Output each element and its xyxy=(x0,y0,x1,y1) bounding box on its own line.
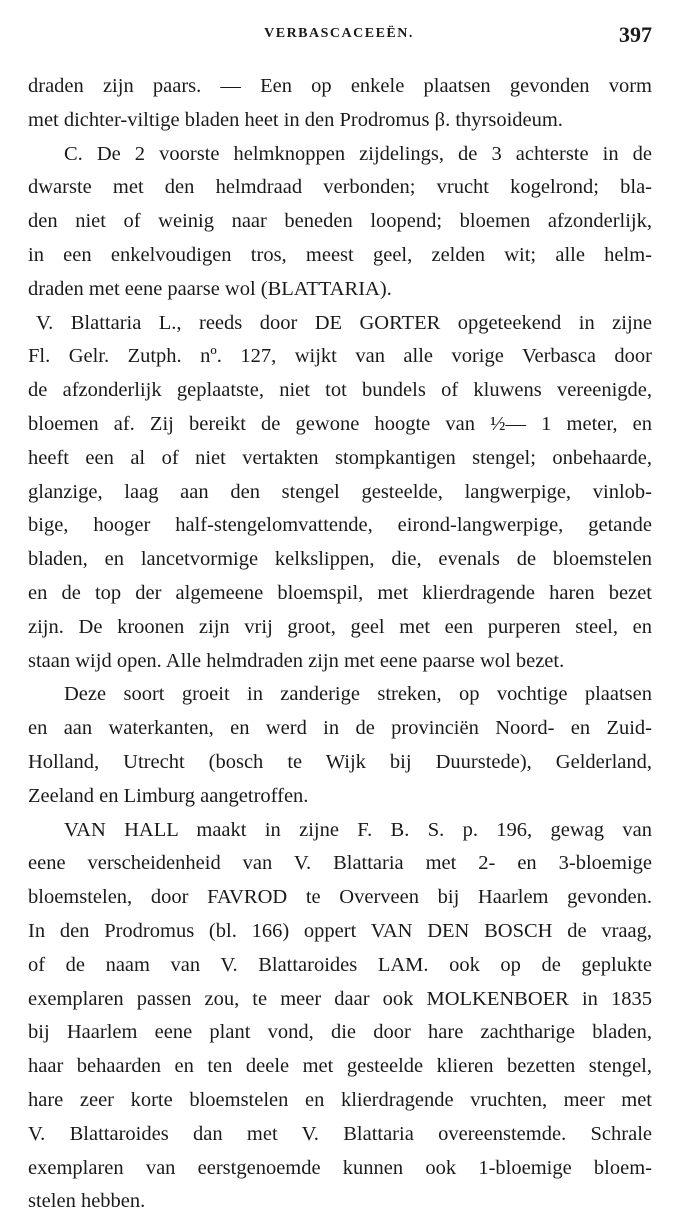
text-line: V. Blattaria L., reeds door DE GORTER opgeteekend in zijne xyxy=(36,311,652,334)
text-line: en de top der algemeene bloemspil, met klierdragende haren bezet xyxy=(28,581,652,604)
text-line: Deze soort groeit in zanderige streken, op vochtige plaatsen xyxy=(64,683,652,706)
text-line: zijn. De kroonen zijn vrij groot, geel met een purperen steel, en xyxy=(28,615,652,638)
text-line: stelen hebben. xyxy=(28,1190,146,1213)
text-line: haar behaarden en ten deele met gesteelde klieren bezetten stengel, xyxy=(28,1055,652,1078)
text-line: draden met eene paarse wol (BLATTARIA). xyxy=(28,277,392,300)
text-line: Holland, Utrecht (bosch te Wijk bij Duurstede), Gelderland, xyxy=(28,750,652,773)
text-line: VAN HALL maakt in zijne F. B. S. p. 196, gewag van xyxy=(64,818,652,841)
text-line: in een enkelvoudigen tros, meest geel, zelden wit; alle helm- xyxy=(28,243,652,266)
text-line: met dichter-viltige bladen heet in den Prodromus β. thyrsoideum. xyxy=(28,108,563,131)
text-line: Zeeland en Limburg aangetroffen. xyxy=(28,784,309,807)
text-line: In den Prodromus (bl. 166) oppert VAN DEN BOSCH de vraag, xyxy=(28,919,652,942)
text-line: den niet of weinig naar beneden loopend; bloemen afzonderlijk, xyxy=(28,210,652,233)
text-line: C. De 2 voorste helmknoppen zijdelings, de 3 achterste in de xyxy=(64,142,652,165)
page-number: 397 xyxy=(619,22,652,47)
text-line: bloemstelen, door FAVROD te Overveen bij Haarlem gevonden. xyxy=(28,886,652,909)
running-head xyxy=(0,22,678,50)
text-line: heeft een al of niet vertakten stompkantigen stengel; onbehaarde, xyxy=(28,446,652,469)
text-line: en aan waterkanten, en werd in de provinciën Noord- en Zuid- xyxy=(28,717,652,740)
text-line: hare zeer korte bloemstelen en klierdragende vruchten, meer met xyxy=(28,1088,652,1111)
text-line: bloemen af. Zij bereikt de gewone hoogte van ½— 1 meter, en xyxy=(28,412,652,435)
text-line: eene verscheidenheid van V. Blattaria met 2- en 3-bloemige xyxy=(28,852,652,875)
text-line: V. Blattaroides dan met V. Blattaria overeenstemde. Schrale xyxy=(28,1122,652,1145)
text-line: de afzonderlijk geplaatste, niet tot bundels of kluwens vereenigde, xyxy=(28,379,652,402)
text-line: staan wijd open. Alle helmdraden zijn met eene paarse wol bezet. xyxy=(28,649,565,672)
text-line: exemplaren van eerstgenoemde kunnen ook 1-bloemige bloem- xyxy=(28,1156,652,1179)
text-line: dwarste met den helmdraad verbonden; vrucht kogelrond; bla- xyxy=(28,176,652,199)
text-line: exemplaren passen zou, te meer daar ook MOLKENBOER in 1835 xyxy=(28,987,652,1010)
text-line: Fl. Gelr. Zutph. nº. 127, wijkt van alle vorige Verbasca door xyxy=(28,345,652,368)
body-text xyxy=(28,70,652,1219)
text-line: glanzige, laag aan den stengel gesteelde, langwerpige, vinlob- xyxy=(28,480,652,503)
text-line: bige, hooger half-stengelomvattende, eirond-langwerpige, getande xyxy=(28,514,652,537)
text-line: of de naam van V. Blattaroides LAM. ook op de geplukte xyxy=(28,953,652,976)
text-line: bladen, en lancetvormige kelkslippen, die, evenals de bloemstelen xyxy=(28,548,652,571)
running-title: VERBASCACEEËN. xyxy=(264,26,414,41)
text-line: bij Haarlem eene plant vond, die door hare zachtharige bladen, xyxy=(28,1021,652,1044)
text-line: draden zijn paars. — Een op enkele plaatsen gevonden vorm xyxy=(28,75,652,97)
